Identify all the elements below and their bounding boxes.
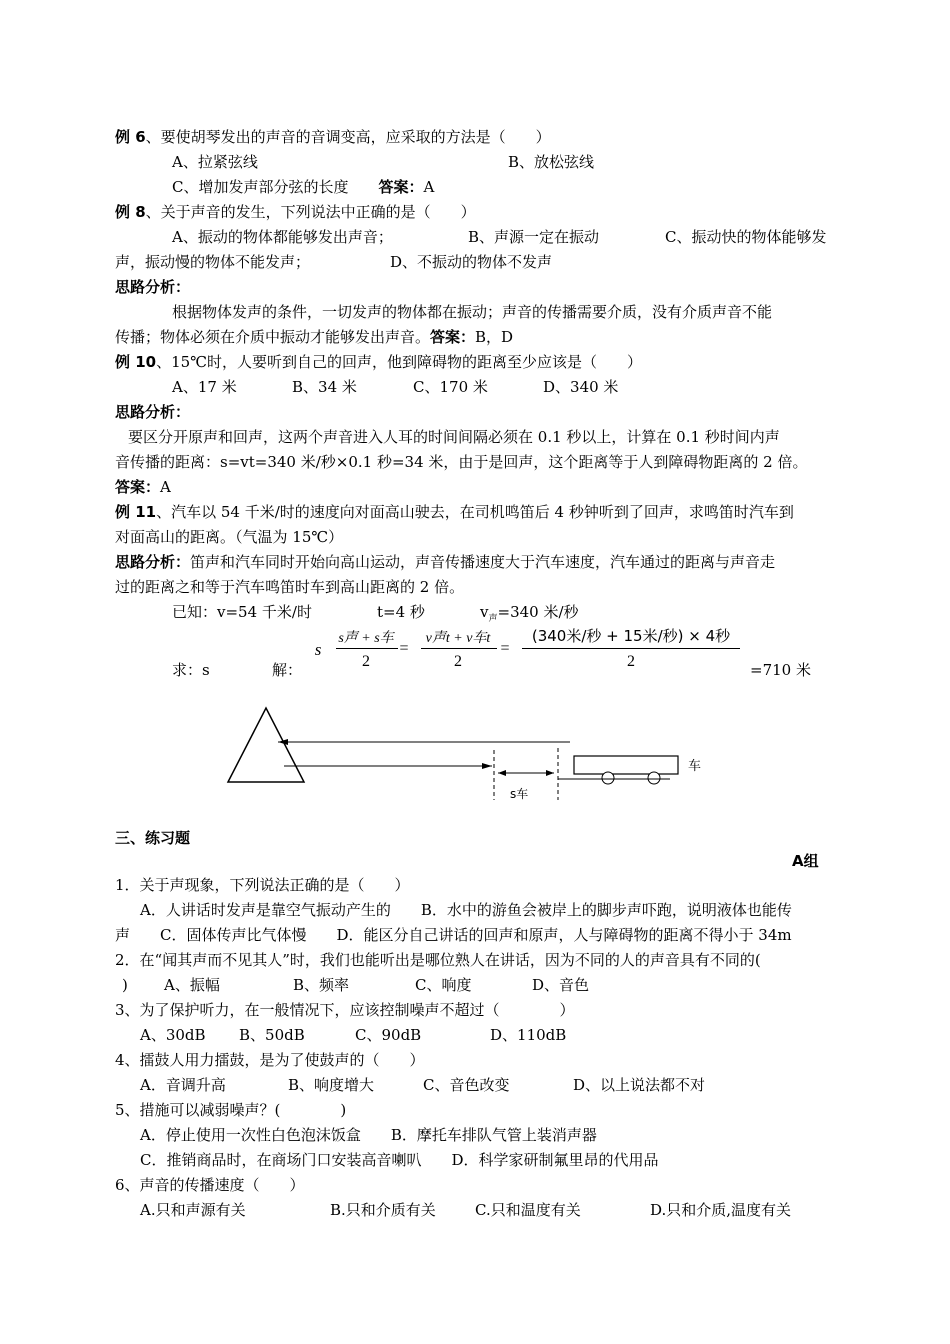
ex10-option-b: B、34 米 [292, 378, 357, 396]
ex11-known-vsound-value: =340 米/秒 [497, 603, 579, 621]
q5-stem: 5、措施可以减弱噪声？( ) [115, 1101, 347, 1119]
ex11-known-vsound-v: v [480, 603, 489, 621]
ex10-answer-label: 答案： [115, 478, 161, 496]
ex10-option-a: A、17 米 [172, 378, 237, 396]
formula-s: s [314, 640, 322, 659]
ex6-option-a: A、拉紧弦线 [172, 153, 258, 171]
ex6-option-c-line [172, 177, 434, 197]
q4-option-a: A．音调升高 [140, 1076, 226, 1094]
ex6-option-c: C、增加发声部分弦的长度 [172, 178, 349, 196]
q6-option-c: C.只和温度有关 [475, 1201, 581, 1219]
car-body [574, 756, 678, 774]
formula-den-2: 2 [454, 653, 462, 670]
ex10-analysis-label: 思路分析： [115, 403, 191, 421]
q1-options-1: A．人讲话时发声是靠空气振动产生的 B．水中的游鱼会被岸上的脚步声吓跑，说明液体也能传 [140, 901, 792, 919]
car-distance-arrow-left [498, 770, 506, 776]
formula-num-3: (340米/秒 + 15米/秒) × 4秒 [531, 627, 731, 645]
q1-stem: 1．关于声现象，下列说法正确的是（ ） [115, 876, 410, 894]
ex10-answer: A [160, 478, 171, 496]
ex11-tag: 例 11 [115, 503, 157, 521]
q2-option-a: A、振幅 [164, 976, 220, 994]
ex10-tag: 例 10 [115, 353, 157, 371]
ex8-stem: 、关于声音的发生，下列说法中正确的是（ ） [145, 203, 476, 221]
q2-option-d: D、音色 [532, 976, 590, 994]
ex8-tag: 例 8 [115, 203, 146, 221]
ex8-analysis-label: 思路分析： [115, 278, 191, 296]
ex11-find: 求：s [172, 661, 210, 679]
formula-eq-2: = [500, 640, 510, 657]
q2-stem: 2．在“闻其声而不见其人”时，我们也能听出是哪位熟人在讲话，因为不同的人的声音具有不同的( [115, 951, 761, 969]
ex11-known-vsound-sub: 声 [488, 614, 498, 624]
ex8-option-c: C、振动快的物体能够发 [665, 228, 827, 246]
ex10-answer-line [115, 477, 171, 497]
ex11-analysis-2: 过的距离之和等于汽车鸣笛时车到高山距离的 2 倍。 [115, 578, 465, 596]
formula-eq-1: = [399, 640, 409, 657]
ex8-option-c-cont: 声，振动慢的物体不能发声； [115, 253, 311, 271]
ex6-tag: 例 6 [115, 128, 146, 146]
q4-stem: 4、擂鼓人用力擂鼓，是为了使鼓声的（ ） [115, 1051, 425, 1069]
q6-option-b: B.只和介质有关 [330, 1201, 436, 1219]
ex8-analysis-2-line [115, 327, 513, 347]
formula-den-3: 2 [627, 653, 635, 670]
q5-options-1: A．停止使用一次性白色泡沫饭盒 B．摩托车排队气管上装消声器 [140, 1126, 597, 1144]
group-label: A组 [792, 852, 819, 870]
car-label: 车 [688, 759, 702, 774]
ex6-question [115, 127, 551, 147]
mountain-shape [228, 708, 304, 782]
ex8-option-b: B、声源一定在振动 [468, 228, 600, 246]
ex8-answer-label: 答案： [430, 328, 476, 346]
formula-num-1: s声 + s车 [338, 631, 394, 646]
formula-num-2: v声t + v车t [425, 631, 491, 646]
ex11-analysis-1: 笛声和汽车同时开始向高山运动，声音传播速度大于汽车速度，汽车通过的距离与声音走 [190, 553, 776, 571]
q2-close: ) [122, 976, 128, 994]
sound-arrow-head [482, 763, 492, 769]
ex10-option-c: C、170 米 [413, 378, 488, 396]
ex10-stem: 、15℃时，人要听到自己的回声，他到障碍物的距离至少应该是（ ） [156, 353, 642, 371]
q5-options-2: C．推销商品时，在商场门口安装高音喇叭 D．科学家研制氟里昂的代用品 [140, 1151, 659, 1169]
ex8-question [115, 202, 476, 222]
ex8-analysis-2: 传播；物体必须在介质中振动才能够发出声音。 [115, 328, 431, 346]
ex11-question-1 [115, 502, 794, 522]
ex8-option-a: A、振动的物体都能够发出声音； [172, 228, 393, 246]
car-distance-label: s车 [510, 787, 529, 801]
q3-option-a: A、30dB [140, 1026, 206, 1044]
ex10-analysis-2: 音传播的距离：s=vt=340 米/秒×0.1 秒=34 米，由于是回声，这个距离等于人到障碍物距离的 2 倍。 [115, 453, 808, 471]
formula-bar-3 [522, 648, 740, 649]
section-title: 三、练习题 [115, 829, 191, 847]
ex10-option-d: D、340 米 [543, 378, 619, 396]
ex11-result: =710 米 [750, 661, 811, 679]
ex8-analysis-1: 根据物体发声的条件，一切发声的物体都在振动；声音的传播需要介质，没有介质声音不能 [172, 303, 773, 321]
ex11-analysis-label: 思路分析： [115, 553, 191, 571]
q4-option-b: B、响度增大 [288, 1076, 375, 1094]
formula-bar-2 [421, 648, 497, 649]
q6-stem: 6、声音的传播速度（ ） [115, 1176, 305, 1194]
ex11-question-2: 对面高山的距离。（气温为 15℃） [115, 528, 344, 546]
q2-option-c: C、响度 [415, 976, 472, 994]
ex10-question [115, 352, 642, 372]
ex8-answer: B，D [475, 328, 514, 346]
q2-option-b: B、频率 [293, 976, 350, 994]
q1-options-2: 声 C．固体传声比气体慢 D．能区分自己讲话的回声和原声，人与障碍物的距离不得小于 34m [115, 926, 792, 944]
ex11-analysis-1-line [115, 552, 775, 572]
q4-option-c: C、音色改变 [423, 1076, 510, 1094]
ex6-answer: A [423, 178, 435, 196]
car-distance-arrow-right [546, 770, 554, 776]
q6-option-d: D.只和介质,温度有关 [650, 1201, 792, 1219]
ex11-diagram [220, 700, 720, 810]
q3-option-d: D、110dB [490, 1026, 567, 1044]
ex8-option-d: D、不振动的物体不发声 [390, 253, 553, 271]
formula-bar-1 [336, 648, 398, 649]
q4-option-d: D、以上说法都不对 [573, 1076, 706, 1094]
q6-option-a: A.只和声源有关 [140, 1201, 246, 1219]
ex11-known-v: 已知：v=54 千米/时 [172, 603, 312, 621]
car-wheel-rear [648, 772, 660, 784]
ex6-answer-label: 答案： [378, 178, 424, 196]
formula-den-1: 2 [362, 653, 370, 670]
ex11-known-t: t=4 秒 [377, 603, 425, 621]
q3-option-b: B、50dB [239, 1026, 305, 1044]
car-wheel-front [602, 772, 614, 784]
ex11-solve: 解： [272, 661, 303, 679]
ex6-option-b: B、放松弦线 [508, 153, 595, 171]
ex11-stem-1: 、汽车以 54 千米/时的速度向对面高山驶去，在司机鸣笛后 4 秒钟听到了回声，求鸣笛时汽车到 [156, 503, 794, 521]
ex6-stem: 、要使胡琴发出的声音的音调变高，应采取的方法是（ ） [145, 128, 551, 146]
q3-stem: 3、为了保护听力，在一般情况下，应该控制噪声不超过（ ） [115, 1001, 575, 1019]
ex10-analysis-1: 要区分开原声和回声，这两个声音进入人耳的时间间隔必须在 0.1 秒以上，计算在 0.1 秒时间内声 [128, 428, 780, 446]
q3-option-c: C、90dB [355, 1026, 422, 1044]
